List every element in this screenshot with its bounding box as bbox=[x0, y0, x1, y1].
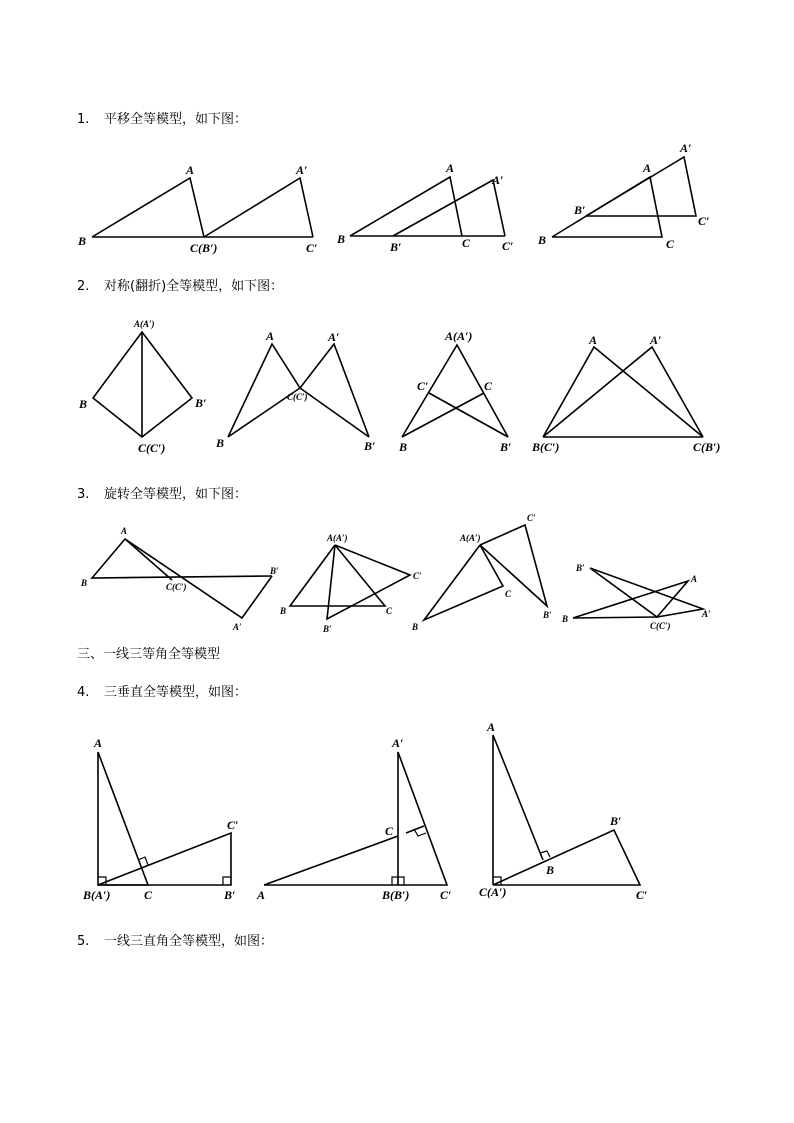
label-ap: A′ bbox=[328, 330, 340, 344]
label-c-cp: C(C′) bbox=[138, 441, 166, 455]
triangle-apbpcp bbox=[493, 830, 640, 885]
label-cp: C′ bbox=[698, 214, 710, 228]
label-ap: A′ bbox=[233, 622, 242, 632]
label-bp: B′ bbox=[390, 240, 402, 254]
label-a: A bbox=[446, 161, 455, 175]
label-a: A bbox=[487, 720, 496, 734]
label-b: B bbox=[412, 622, 419, 632]
label-a: A bbox=[589, 333, 598, 347]
section-title: 旋转全等模型，如下图： bbox=[104, 487, 248, 502]
label-ap: A′ bbox=[680, 141, 692, 155]
label-c-cp: C(C′) bbox=[166, 582, 187, 592]
label-b: B bbox=[78, 234, 87, 248]
label-cp: C′ bbox=[227, 818, 239, 832]
label-a: A bbox=[691, 574, 698, 584]
label-bp: B′ bbox=[576, 563, 585, 573]
label-ap: A′ bbox=[296, 163, 308, 177]
label-c: C bbox=[462, 236, 471, 250]
label-cp: C′ bbox=[417, 379, 429, 393]
label-cp: C′ bbox=[527, 513, 536, 523]
label-bp: B′ bbox=[500, 440, 512, 454]
label-b: B bbox=[337, 232, 346, 246]
label-c: C bbox=[484, 379, 493, 393]
label-a-ap: A(A′) bbox=[134, 319, 155, 329]
label-bp: B′ bbox=[543, 610, 552, 620]
label-bp: B′ bbox=[195, 396, 207, 410]
label-c: C bbox=[666, 237, 675, 251]
label-c: C bbox=[386, 606, 393, 616]
label-cp: C′ bbox=[636, 888, 648, 902]
label-b-ap: B(A′) bbox=[83, 888, 111, 902]
section-title: 三垂直全等模型，如图： bbox=[104, 685, 248, 700]
label-c-bp: C(B′) bbox=[190, 241, 218, 255]
label-a: A bbox=[186, 163, 195, 177]
label-b: B bbox=[216, 436, 225, 450]
label-a: A bbox=[121, 526, 128, 536]
label-c-cp: C(C′) bbox=[650, 621, 671, 631]
label-bp: B′ bbox=[224, 888, 236, 902]
label-cp: C′ bbox=[440, 888, 452, 902]
section-number: 4. bbox=[77, 685, 90, 700]
label-c: C bbox=[385, 824, 394, 838]
label-c: C bbox=[144, 888, 153, 902]
label-c: C bbox=[505, 589, 512, 599]
label-ap: A′ bbox=[392, 736, 404, 750]
label-bp: B′ bbox=[270, 566, 279, 576]
label-cp: C′ bbox=[306, 241, 318, 255]
label-a: A bbox=[94, 736, 103, 750]
label-bp: B′ bbox=[610, 814, 622, 828]
label-bp: B′ bbox=[364, 439, 376, 453]
section-number: 2. bbox=[77, 279, 90, 294]
label-b: B bbox=[399, 440, 408, 454]
label-b-bp: B(B′) bbox=[382, 888, 410, 902]
label-b: B bbox=[538, 233, 547, 247]
label-cp: C′ bbox=[502, 239, 514, 253]
label-bp: B′ bbox=[323, 624, 332, 634]
label-ap: A′ bbox=[492, 173, 504, 187]
label-a-ap: A(A′) bbox=[460, 533, 481, 543]
label-b: B bbox=[81, 578, 88, 588]
label-a: A bbox=[643, 161, 652, 175]
label-bp: B′ bbox=[574, 203, 586, 217]
label-cp: C′ bbox=[413, 571, 422, 581]
label-b: B bbox=[562, 614, 569, 624]
label-b: B bbox=[79, 397, 88, 411]
label-a-ap: A(A′) bbox=[445, 329, 473, 343]
label-a-ap: A(A′) bbox=[327, 533, 348, 543]
section-number: 1. bbox=[77, 112, 90, 127]
label-ap: A′ bbox=[702, 609, 711, 619]
section-number: 5. bbox=[77, 934, 90, 949]
label-c-cp: C(C′) bbox=[287, 392, 308, 402]
chapter-title: 三、一线三等角全等模型 bbox=[77, 647, 221, 662]
label-ap: A′ bbox=[650, 333, 662, 347]
section-title: 平移全等模型，如下图： bbox=[104, 112, 248, 127]
label-b-cp: B(C′) bbox=[532, 440, 560, 454]
section-number: 3. bbox=[77, 487, 90, 502]
label-c-ap: C(A′) bbox=[479, 885, 507, 899]
section-title: 一线三直角全等模型，如图： bbox=[104, 934, 274, 949]
triangle-abc bbox=[493, 735, 543, 885]
label-c-bp: C(B′) bbox=[693, 440, 721, 454]
label-b: B bbox=[280, 606, 287, 616]
section-title: 对称(翻折)全等模型，如下图： bbox=[104, 279, 284, 294]
label-a: A bbox=[266, 329, 275, 343]
label-b: B bbox=[546, 863, 555, 877]
label-a: A bbox=[257, 888, 266, 902]
